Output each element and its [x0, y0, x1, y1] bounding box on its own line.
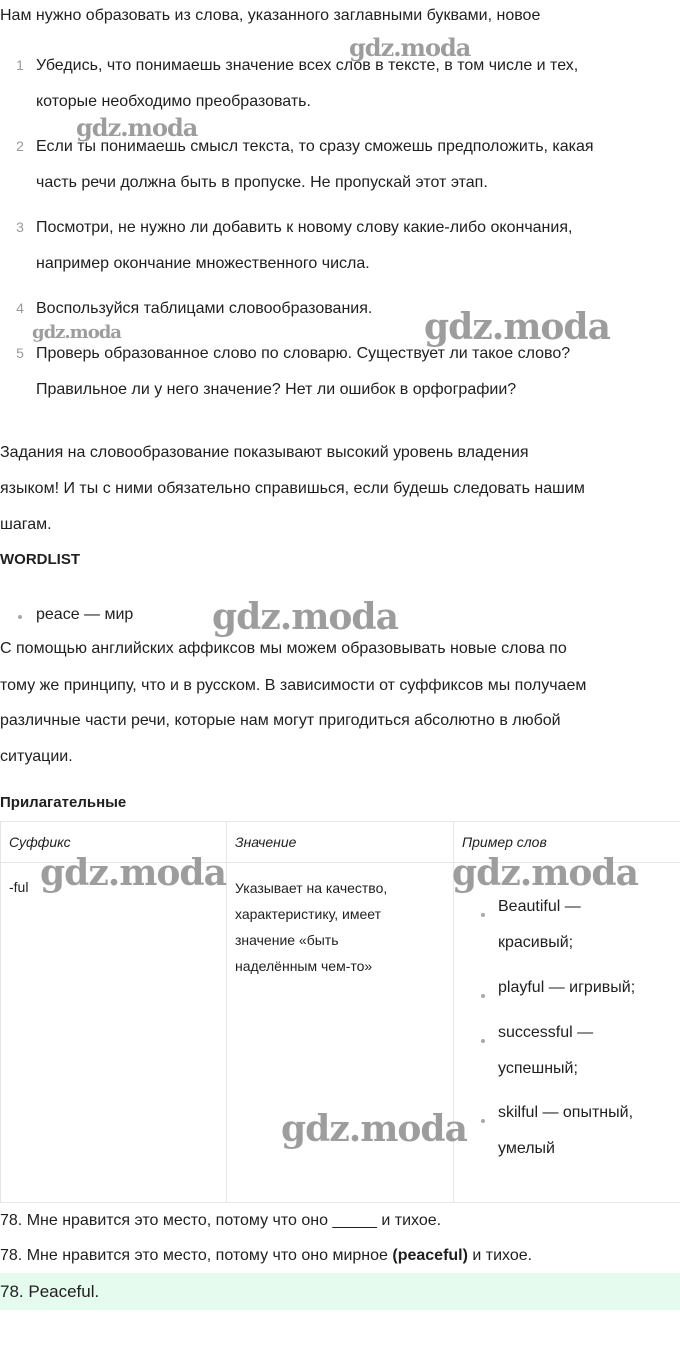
watermark: gdz.moda	[32, 322, 121, 343]
step-number: 2	[16, 138, 24, 154]
examples-cell	[454, 863, 680, 1203]
column-header-label: Значение	[235, 834, 297, 850]
bullet-dot	[481, 1039, 485, 1043]
bullet-dot	[481, 994, 485, 998]
example-line: successful —	[498, 1024, 594, 1041]
answer-block	[0, 1273, 680, 1310]
step-text: например окончание множественного числа.	[36, 255, 370, 272]
column-header-label: Суффикс	[9, 834, 71, 850]
example-line: умелый	[498, 1140, 555, 1157]
step-text: Убедись, что понимаешь значение всех слов в тексте, в том числе и тех,	[36, 57, 579, 74]
step-text: Если ты понимаешь смысл текста, то сразу сможешь предположить, какая	[36, 138, 594, 155]
step-text: часть речи должна быть в пропуске. Не пропускай этот этап.	[36, 174, 488, 191]
bullet-dot	[481, 1119, 485, 1123]
step-number: 3	[16, 219, 24, 235]
bullet-dot	[18, 615, 22, 619]
meaning-line: Указывает на качество,	[235, 880, 388, 896]
watermark: gdz.moda	[281, 1108, 467, 1150]
meaning-text	[227, 863, 453, 979]
meaning-line: характеристику, имеет	[235, 906, 381, 922]
paragraph-line: С помощью английских аффиксов мы можем образовывать новые слова по	[0, 640, 567, 657]
step-number: 5	[16, 345, 24, 361]
watermark: gdz.moda	[76, 113, 198, 142]
table-heading: Прилагательные	[0, 794, 127, 811]
watermark: gdz.moda	[349, 33, 471, 62]
meaning-line: значение «быть	[235, 932, 339, 948]
exercise-filled-highlight: (peaceful)	[392, 1247, 468, 1264]
exercise-filled	[0, 1247, 532, 1265]
column-header-label: Пример слов	[462, 834, 547, 850]
example-item	[498, 1095, 680, 1167]
watermark: gdz.moda	[212, 596, 398, 638]
exercise-filled-text: и тихое.	[467, 1247, 533, 1264]
example-line: Beautiful —	[498, 898, 581, 915]
watermark: gdz.moda	[452, 852, 638, 894]
watermark: gdz.moda	[40, 852, 226, 894]
table-row	[1, 863, 680, 1203]
example-line: успешный;	[498, 1060, 578, 1077]
step-number: 1	[16, 57, 24, 73]
step-number: 4	[16, 300, 24, 316]
step-text: Воспользуйся таблицами словообразования.	[36, 300, 373, 317]
column-header	[227, 822, 454, 863]
exercise-question: 78. Мне нравится это место, потому что оно _____ и тихое.	[0, 1212, 442, 1229]
meaning-line: наделённым чем-то»	[235, 958, 373, 974]
example-item	[498, 970, 680, 1006]
exercise-filled-text: 78. Мне нравится это место, потому что оно мирное	[0, 1247, 393, 1264]
paragraph-line: различные части речи, которые нам могут пригодиться абсолютно в любой	[0, 712, 561, 729]
suffix-cell	[1, 863, 227, 1203]
example-line: skilful — опытный,	[498, 1104, 634, 1121]
step-text: которые необходимо преобразовать.	[36, 93, 311, 110]
example-line: playful — игривый;	[498, 979, 636, 996]
step-text: Посмотри, не нужно ли добавить к новому слову какие-либо окончания,	[36, 219, 573, 236]
wordlist-heading: WORDLIST	[0, 551, 80, 568]
example-line: красивый;	[498, 934, 574, 951]
paragraph-line: Задания на словообразование показывают высокий уровень владения	[0, 444, 529, 461]
intro-line: Нам нужно образовать из слова, указанного заглавными буквами, новое	[0, 7, 541, 24]
step-text: Проверь образованное слово по словарю. Существует ли такое слово?	[36, 345, 571, 362]
answer-text: 78. Peaceful.	[0, 1282, 100, 1301]
wordlist-item: peace — мир	[36, 606, 134, 623]
paragraph-line: ситуации.	[0, 748, 73, 765]
paragraph-line: языком! И ты с ними обязательно справишься, если будешь следовать нашим	[0, 480, 585, 497]
meaning-cell	[227, 863, 454, 1203]
paragraph-line: тому же принципу, что и в русском. В зависимости от суффиксов мы получаем	[0, 677, 587, 694]
suffix-value: -ful	[9, 879, 29, 895]
paragraph-line: шагам.	[0, 516, 52, 533]
bullet-dot	[481, 913, 485, 917]
example-item	[498, 889, 680, 961]
step-text: Правильное ли у него значение? Нет ли ошибок в орфографии?	[36, 381, 517, 398]
example-item	[498, 1015, 680, 1087]
watermark: gdz.moda	[424, 306, 610, 348]
